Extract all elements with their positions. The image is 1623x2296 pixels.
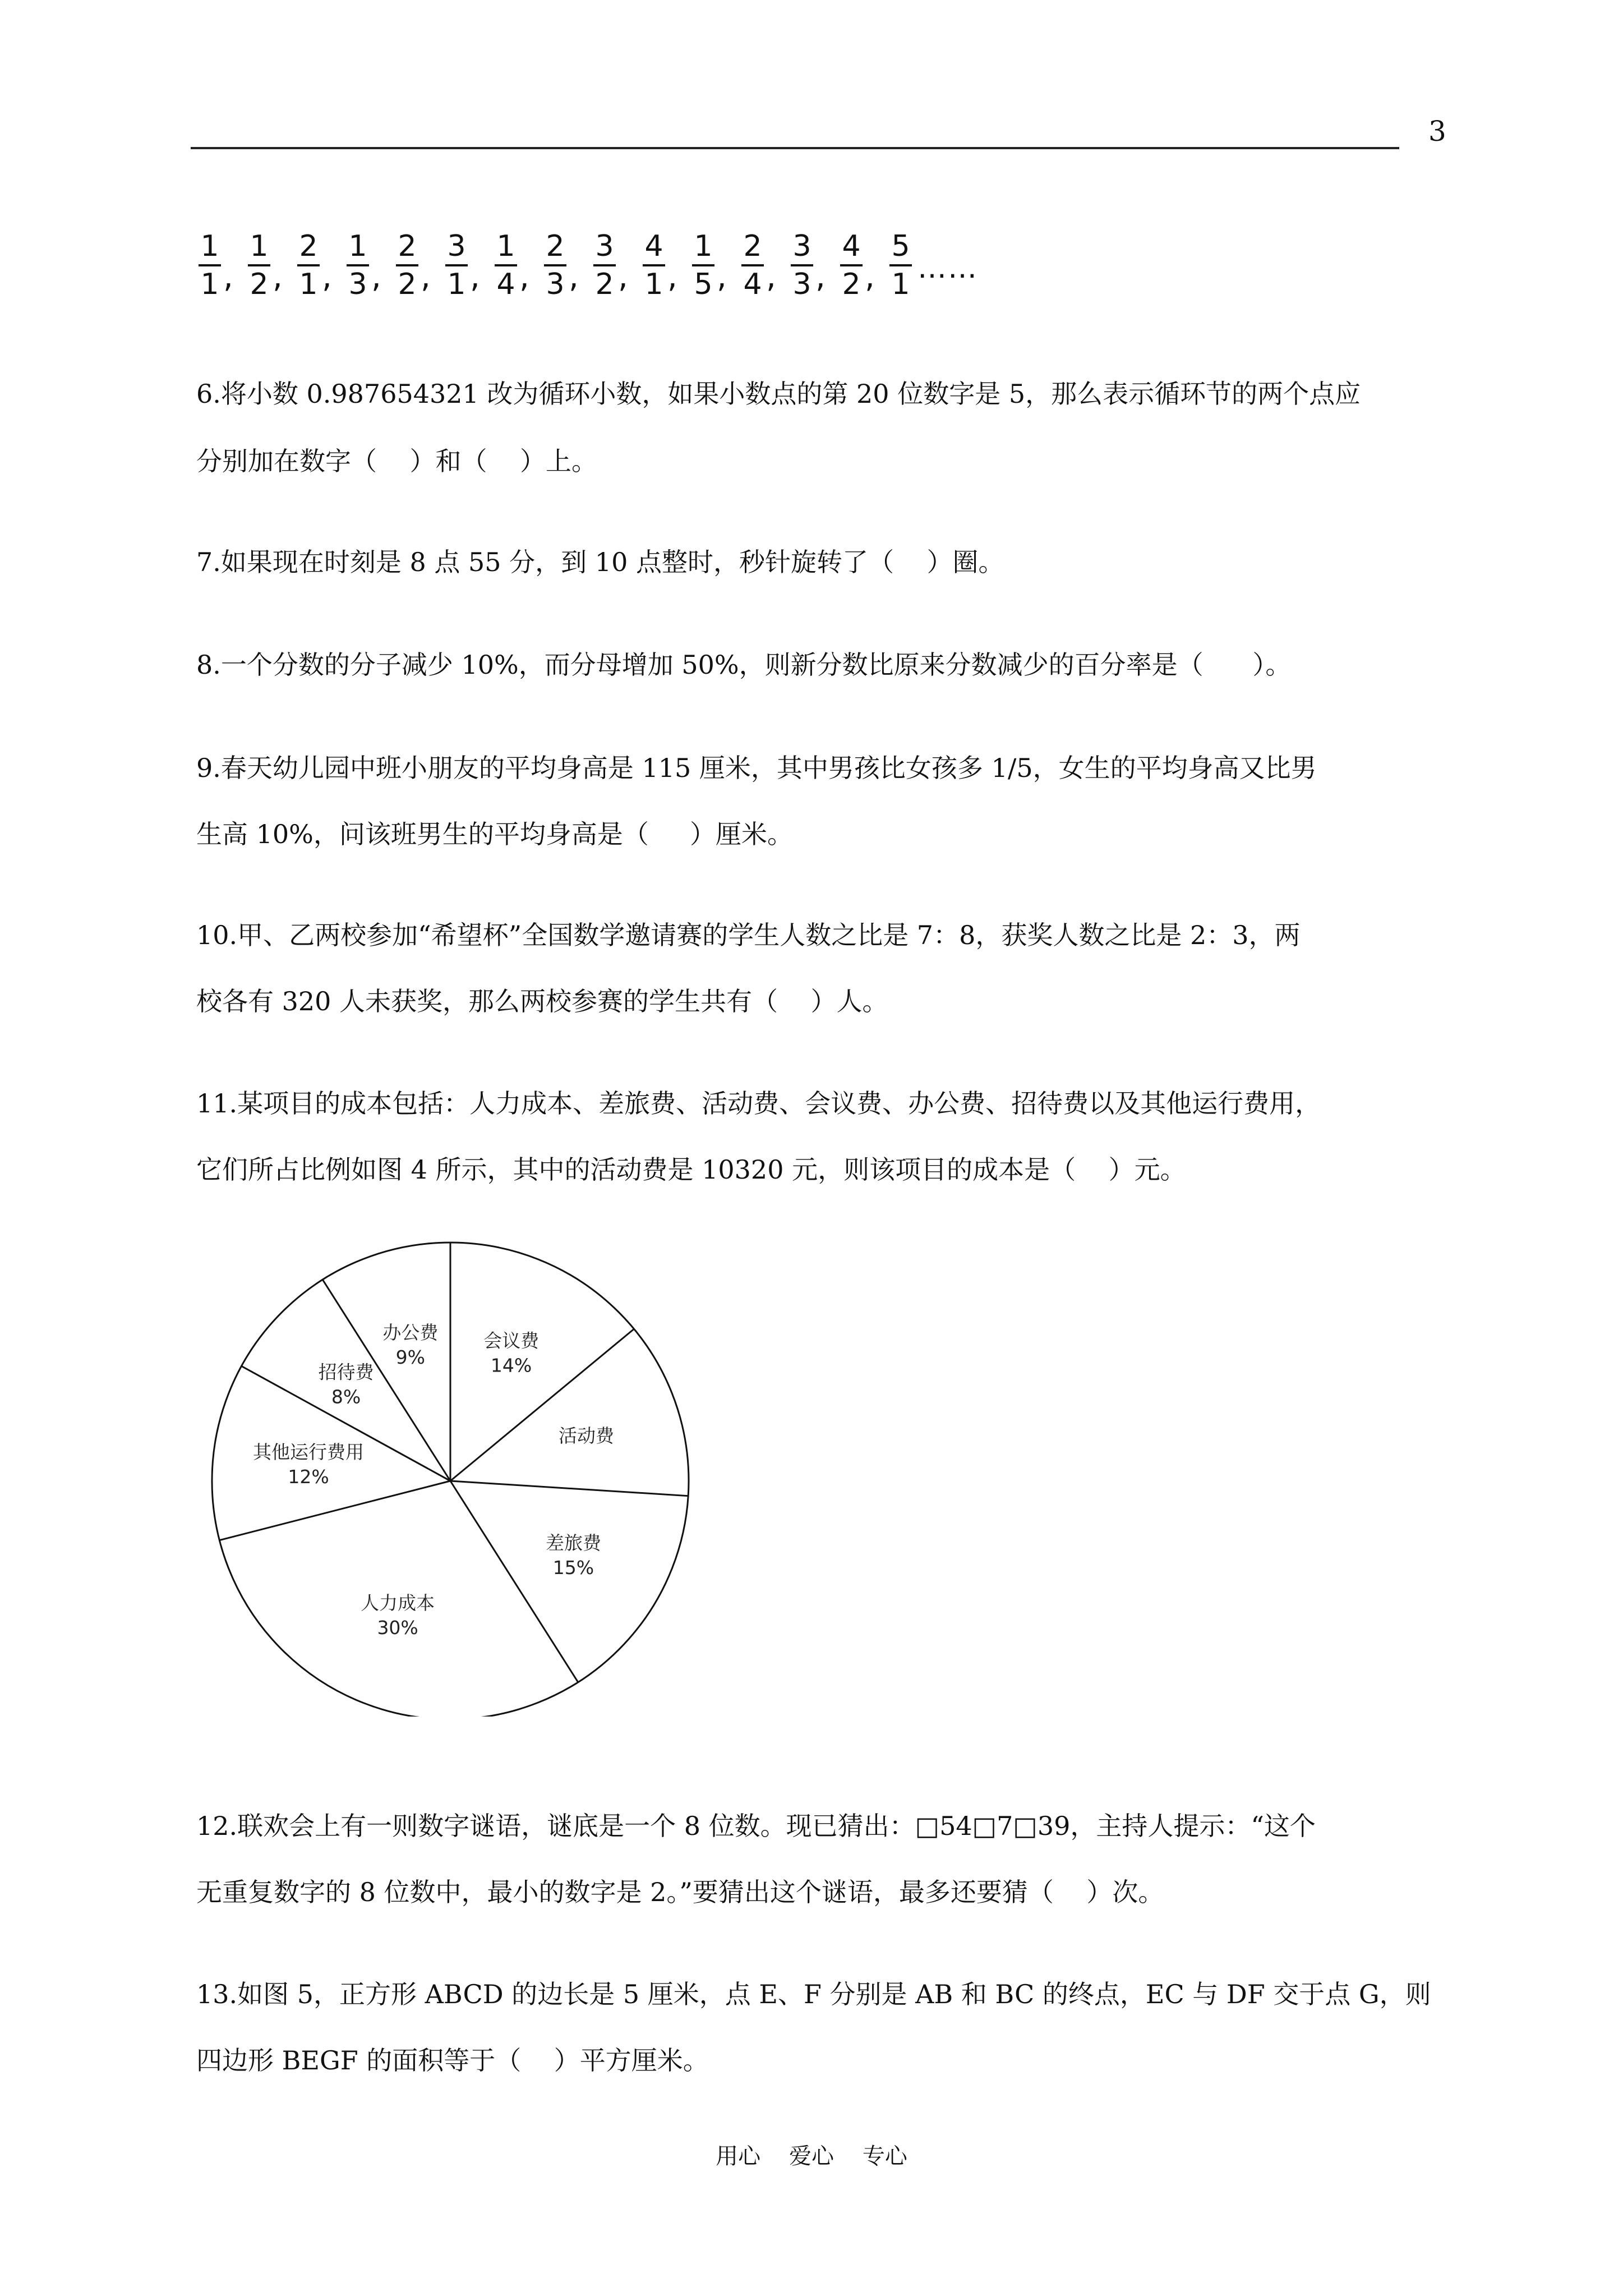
fraction-numerator: 2: [398, 229, 417, 263]
fraction-numerator: 5: [891, 229, 910, 263]
fraction-numerator: 2: [743, 229, 762, 263]
question-10-line-2: 校各有 320 人未获奖，那么两校参赛的学生共有（ ）人。: [196, 986, 888, 1016]
fraction-separator: ,: [667, 258, 677, 295]
fraction: [394, 229, 421, 301]
fraction: [838, 229, 865, 301]
fraction-denominator: 2: [398, 268, 417, 301]
question-7-line-1: 7.如果现在时刻是 8 点 55 分，到 10 点整时，秒针旋转了（ ）圈。: [196, 547, 1004, 577]
question-12-line-2: 无重复数字的 8 位数中，最小的数字是 2。”要猜出这个谜语，最多还要猜（ ）次。: [196, 1877, 1164, 1907]
fraction-ellipsis: ……: [917, 251, 978, 285]
question-6-line-2: 分别加在数字（ ）和（ ）上。: [196, 446, 597, 476]
pie-slice-value: 8%: [331, 1386, 361, 1408]
fraction-separator: ,: [223, 258, 233, 295]
pie-slice-label: 活动费: [559, 1425, 615, 1447]
fraction-denominator: 4: [743, 268, 762, 301]
pie-slice-label: 差旅费: [545, 1531, 601, 1554]
question-10-line-1: 10.甲、乙两校参加“希望杯”全国数学邀请赛的学生人数之比是 7：8，获奖人数之比是 2：3，两: [196, 920, 1301, 950]
fraction: [295, 229, 322, 301]
question-11-line-2: 它们所占比例如图 4 所示，其中的活动费是 10320 元，则该项目的成本是（ ）元。: [196, 1154, 1186, 1185]
fraction-numerator: 4: [644, 229, 663, 263]
fraction-denominator: 1: [299, 268, 318, 301]
page-number: 3: [1428, 115, 1446, 148]
fraction-separator: ,: [717, 258, 727, 295]
fraction: [789, 229, 815, 301]
fraction-denominator: 3: [792, 268, 811, 301]
fraction-numerator: 4: [842, 229, 861, 263]
fraction-separator: ,: [618, 258, 628, 295]
question-8-line-1: 8.一个分数的分子减少 10%，而分母增加 50%，则新分数比原来分数减少的百分率是（ ）。: [196, 650, 1292, 680]
fraction-denominator: 1: [200, 268, 219, 301]
fraction-separator: ,: [371, 258, 381, 295]
header-rule: [191, 147, 1399, 149]
fraction: [246, 229, 273, 301]
page-footer: 用心 爱心 专心: [716, 2143, 907, 2169]
fraction-denominator: 1: [891, 268, 910, 301]
fraction-separator: ,: [273, 258, 283, 295]
fraction-numerator: 2: [299, 229, 318, 263]
question-11-line-1: 11.某项目的成本包括：人力成本、差旅费、活动费、会议费、办公费、招待费以及其他运行费用，: [196, 1088, 1321, 1119]
fraction-separator: ,: [569, 258, 579, 295]
fraction-numerator: 1: [496, 229, 515, 263]
fraction-numerator: 1: [250, 229, 269, 263]
fraction-denominator: 3: [546, 268, 565, 301]
fraction-separator: ,: [421, 258, 431, 295]
question-12-line-1: 12.联欢会上有一则数字谜语，谜底是一个 8 位数。现已猜出：□54□7□39，主持人提示：“这个: [196, 1811, 1316, 1841]
fraction-separator: ,: [815, 258, 826, 295]
fraction: [196, 229, 223, 301]
fraction: [739, 229, 766, 301]
fraction-denominator: 4: [496, 268, 515, 301]
fraction-separator: ,: [519, 258, 529, 295]
fraction-separator: ,: [865, 258, 875, 295]
fraction: [344, 229, 371, 301]
pie-slice-value: 12%: [288, 1466, 329, 1488]
fraction-denominator: 1: [644, 268, 663, 301]
question-9-line-1: 9.春天幼儿园中班小朋友的平均身高是 115 厘米，其中男孩比女孩多 1/5，女生的平均身高又比男: [196, 753, 1317, 783]
question-13-line-1: 13.如图 5，正方形 ABCD 的边长是 5 厘米，点 E、F 分别是 AB 和 BC 的终点，EC 与 DF 交于点 G，则: [196, 1979, 1431, 2009]
pie-slice-label: 办公费: [382, 1322, 439, 1344]
fraction: [591, 229, 618, 301]
cost-pie-chart: [202, 1234, 707, 1717]
fraction-denominator: 5: [694, 268, 713, 301]
fraction-separator: ,: [322, 258, 332, 295]
fraction-numerator: 3: [792, 229, 811, 263]
pie-slice-label: 招待费: [318, 1361, 374, 1383]
fraction-denominator: 2: [250, 268, 269, 301]
fraction-numerator: 3: [447, 229, 466, 263]
question-6-line-1: 6.将小数 0.987654321 改为循环小数，如果小数点的第 20 位数字是 5，那么表示循环节的两个点应: [196, 379, 1361, 409]
fraction-separator: ,: [470, 258, 480, 295]
pie-slice-value: 9%: [395, 1346, 426, 1369]
fraction-denominator: 1: [447, 268, 466, 301]
fraction-denominator: 2: [595, 268, 614, 301]
pie-slice-label: 其他运行费用: [253, 1441, 365, 1464]
fraction-numerator: 2: [546, 229, 565, 263]
pie-slice-value: 14%: [490, 1354, 532, 1377]
pie-slice-value: 15%: [552, 1556, 594, 1579]
pie-slice-value: 30%: [377, 1617, 418, 1639]
fraction-separator: ,: [766, 258, 776, 295]
question-13-line-2: 四边形 BEGF 的面积等于（ ）平方厘米。: [196, 2045, 709, 2076]
fraction-numerator: 3: [595, 229, 614, 263]
question-9-line-2: 生高 10%，问该班男生的平均身高是（ ）厘米。: [196, 819, 793, 849]
fraction: [887, 229, 914, 301]
fraction-denominator: 3: [348, 268, 367, 301]
fraction-numerator: 1: [200, 229, 219, 263]
fraction: [492, 229, 519, 301]
fraction-numerator: 1: [694, 229, 713, 263]
fraction-sequence: [196, 223, 978, 307]
fraction: [542, 229, 569, 301]
pie-slice-label: 会议费: [483, 1329, 540, 1352]
fraction-denominator: 2: [842, 268, 861, 301]
fraction: [640, 229, 667, 301]
fraction-numerator: 1: [348, 229, 367, 263]
fraction: [443, 229, 470, 301]
fraction: [690, 229, 717, 301]
pie-slice-label: 人力成本: [361, 1592, 435, 1614]
